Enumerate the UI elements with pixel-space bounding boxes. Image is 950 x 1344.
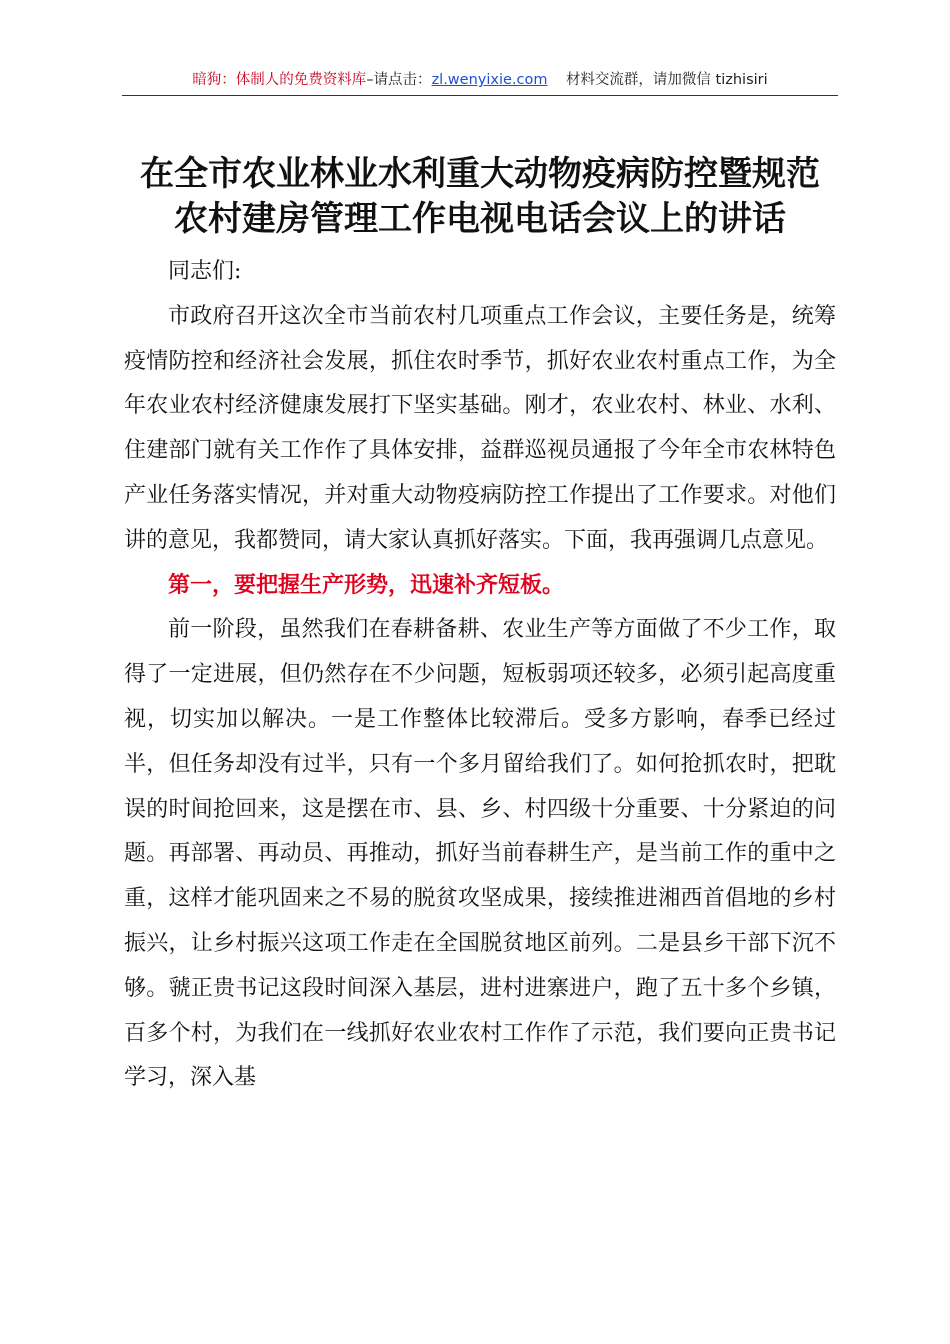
section-heading-1: 第一，要把握生产形势，迅速补齐短板。 xyxy=(168,572,565,598)
salutation: 同志们: xyxy=(168,259,242,284)
header-contact: 材料交流群，请加微信 tizhisiri xyxy=(565,72,768,88)
header-divider xyxy=(122,95,838,96)
document-title xyxy=(100,152,860,242)
header-prompt: –请点击： xyxy=(366,72,432,88)
document-body xyxy=(124,250,836,1101)
header-site-name: 暗狗：体制人的免费资料库 xyxy=(192,72,367,88)
paragraph-intro: 市政府召开这次全市当前农村几项重点工作会议，主要任务是，统筹疫情防控和经济社会发展，抓住农时季节，抓好农业农村重点工作，为全年农业农村经济健康发展打下坚实基础。刚才，农业农村、林业、水利、住建部门就有关工作作了具体安排，益群巡视员通报了今年全市农林特色产业任务落实情况，并对重大动物疫病防控工作提出了工作要求。对他们讲的意见，我都赞同，请大家认真抓好落实。下面，我再强调几点意见。 xyxy=(124,303,836,553)
header-link[interactable]: zl.wenyixie.com xyxy=(431,72,548,88)
page-header xyxy=(122,68,838,92)
paragraph-section-1: 前一阶段，虽然我们在春耕备耕、农业生产等方面做了不少工作，取得了一定进展，但仍然存在不少问题，短板弱项还较多，必须引起高度重视，切实加以解决。一是工作整体比较滞后。受多方影响，春季已经过半，但任务却没有过半，只有一个多月留给我们了。如何抢抓农时，把耽误的时间抢回来，这是摆在市、县、乡、村四级十分重要、十分紧迫的问题。再部署、再动员、再推动，抓好当前春耕生产，是当前工作的重中之重，这样才能巩固来之不易的脱贫攻坚成果，接续推进湘西首倡地的乡村振兴，让乡村振兴这项工作走在全国脱贫地区前列。二是县乡干部下沉不够。虢正贵书记这段时间深入基层，进村进寨进户，跑了五十多个乡镇，百多个村，为我们在一线抓好农业农村工作作了示范，我们要向正贵书记学习，深入基 xyxy=(124,617,836,1091)
title-line-1: 在全市农业林业水利重大动物疫病防控暨规范 xyxy=(140,154,820,194)
title-line-2: 农村建房管理工作电视电话会议上的讲话 xyxy=(174,199,786,239)
